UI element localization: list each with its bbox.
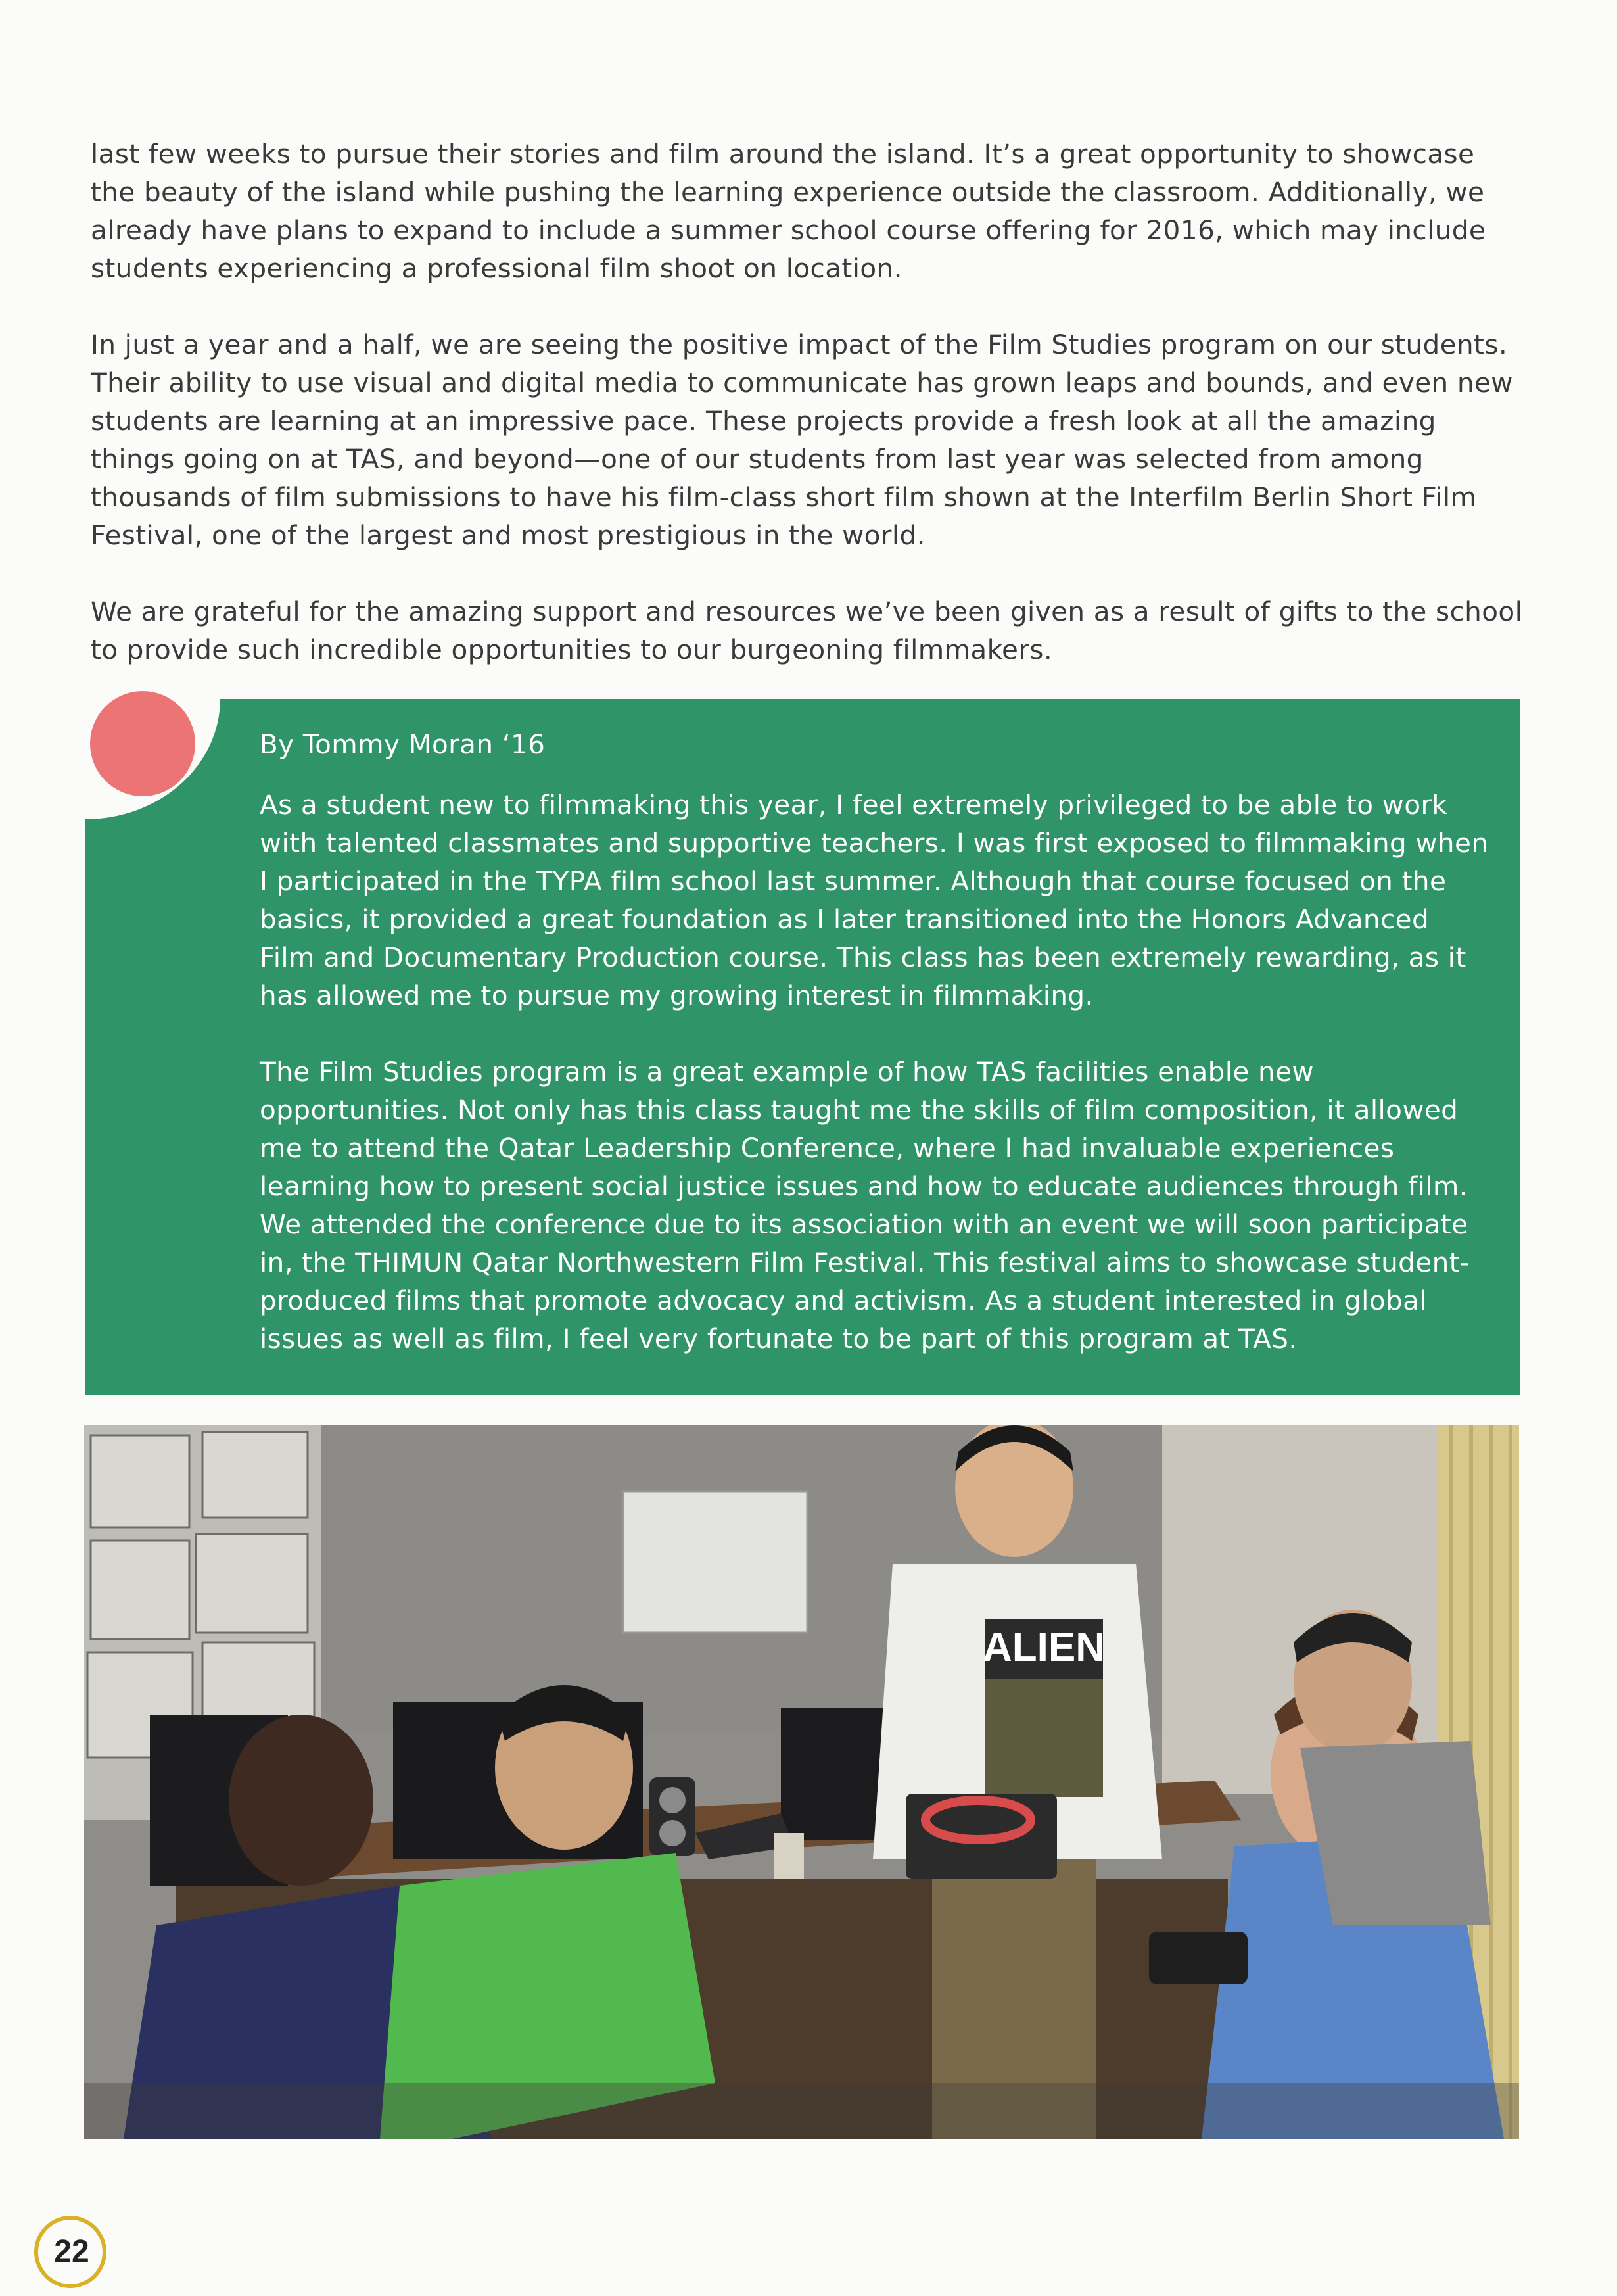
article-paragraph-1: last few weeks to pursue their stories and film around the island. It’s a great opportunity to showcase the beauty of the island while pushing the learning experience outside the classroom. Additionally, we already have plans to expand to include a summer school course offering for 2016, which may include students experiencing a professional film shoot on location. (91, 138, 1486, 284)
decorative-pink-circle (90, 691, 195, 796)
shirt-logo-text: ALIEN (983, 1625, 1105, 1670)
article-paragraph-2: In just a year and a half, we are seeing the positive impact of the Film Studies program on our students. Their ability to use visual and digital media to communicate has grown leaps and bounds, and even new students are learning at an impressive pace. These projects provide a fresh look at all the amazing things going on at TAS, and beyond—one of our students from last year was selected from among thousands of film submissions to have his film-class short film shown at the Interfilm Berlin Short Film Festival, one of the largest and most prestigious in the world. (91, 329, 1513, 551)
page-number-badge (34, 2216, 114, 2296)
page-number: 22 (43, 2224, 100, 2280)
article-body (91, 135, 1524, 669)
classroom-photo (84, 1425, 1519, 2139)
quote-paragraph-2: The Film Studies program is a great example of how TAS facilities enable new opportunities. Not only has this class taught me the skills of film composition, it allowed me to attend the Qatar Leadership Conference, where I had invaluable experiences learning how to present social justice issues and how to educate audiences through film. We attended the conference due to its association with an event we will soon participate in, the THIMUN Qatar Northwestern Film Festival. This festival aims to showcase student-produced films that promote advocacy and activism. As a student interested in global issues as well as film, I feel very fortunate to be part of this program at TAS. (260, 1056, 1470, 1354)
quote-byline: By Tommy Moran ‘16 (260, 729, 546, 760)
student-quote-text (260, 725, 1489, 1358)
quote-paragraph-1: As a student new to filmmaking this year, I feel extremely privileged to be able to work with talented classmates and supportive teachers. I was first exposed to filmmaking when I participated in the TYPA film school last summer. Although that course focused on the basics, it provided a great foundation as I later transitioned into the Honors Advanced Film and Documentary Production course. This class has been extremely rewarding, as it has allowed me to pursue my growing interest in filmmaking. (260, 789, 1489, 1011)
article-paragraph-3: We are grateful for the amazing support and resources we’ve been given as a result of gifts to the school to provide such incredible opportunities to our burgeoning filmmakers. (91, 596, 1523, 665)
